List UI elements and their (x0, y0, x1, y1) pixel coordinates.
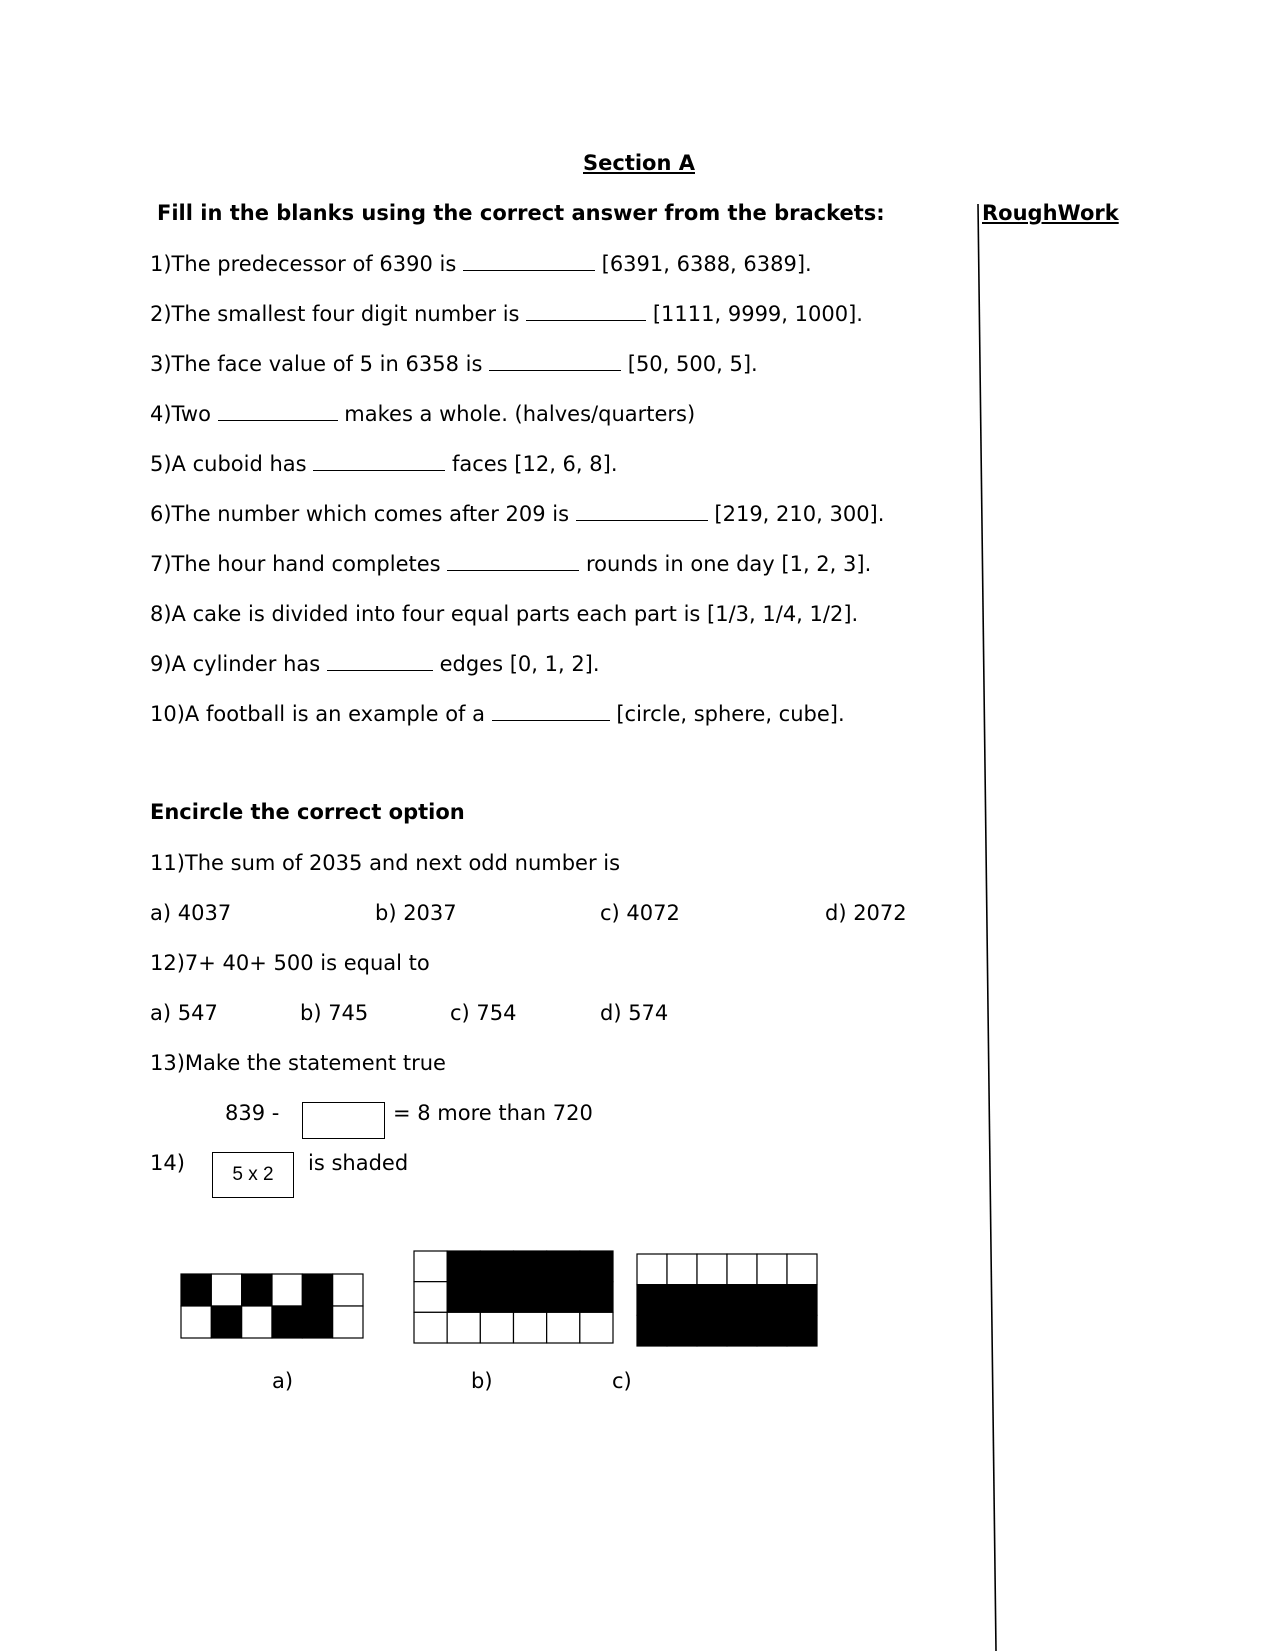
grid-cell-shaded (787, 1285, 817, 1316)
q14-suffix: is shaded (308, 1151, 409, 1175)
grid-cell-shaded (480, 1251, 513, 1282)
section-title: Section A (583, 151, 695, 175)
question-4: 4)Two makes a whole. (halves/quarters) (150, 402, 696, 426)
grid-cell (333, 1274, 363, 1306)
grid-cell-shaded (787, 1315, 817, 1346)
q13-right-expression: = 8 more than 720 (393, 1101, 593, 1125)
fill-blanks-heading: Fill in the blanks using the correct answer from the brackets: (157, 201, 885, 225)
answer-blank[interactable] (463, 252, 595, 271)
q13-left-expression: 839 - (225, 1101, 280, 1125)
question-11: 11)The sum of 2035 and next odd number is (150, 851, 621, 875)
grid-cell-shaded (757, 1285, 787, 1316)
grid-cell-shaded (181, 1274, 211, 1306)
grid-cell (414, 1282, 447, 1313)
grid-cell-shaded (637, 1315, 667, 1346)
grid-label-b: b) (471, 1369, 493, 1393)
grid-cell-shaded (514, 1282, 547, 1313)
question-2: 2)The smallest four digit number is [1111, 9999, 1000]. (150, 302, 863, 326)
question-5: 5)A cuboid has faces [12, 6, 8]. (150, 452, 618, 476)
grid-cell-shaded (514, 1251, 547, 1282)
grid-cell-shaded (727, 1315, 757, 1346)
grid-cell-shaded (242, 1274, 272, 1306)
answer-blank[interactable] (313, 452, 445, 471)
q13-answer-box[interactable] (302, 1102, 385, 1139)
grid-cell-shaded (211, 1306, 241, 1338)
question-13: 13)Make the statement true (150, 1051, 446, 1075)
question-7: 7)The hour hand completes rounds in one day [1, 2, 3]. (150, 552, 872, 576)
grid-cell-shaded (480, 1282, 513, 1313)
answer-blank[interactable] (447, 552, 579, 571)
option-11-a[interactable]: a) 4037 (150, 901, 232, 925)
grid-option-b[interactable] (413, 1250, 614, 1344)
grid-cell (414, 1251, 447, 1282)
grid-cell-shaded (447, 1282, 480, 1313)
grid-cell (787, 1254, 817, 1285)
grid-cell (580, 1312, 613, 1343)
grid-cell (757, 1254, 787, 1285)
question-14-number: 14) (150, 1151, 185, 1175)
question-8: 8)A cake is divided into four equal parts each part is [1/3, 1/4, 1/2]. (150, 602, 859, 626)
answer-blank[interactable] (492, 702, 610, 721)
grid-cell-shaded (447, 1251, 480, 1282)
grid-cell-shaded (667, 1315, 697, 1346)
grid-cell (272, 1274, 302, 1306)
grid-cell-shaded (697, 1285, 727, 1316)
grid-cell (697, 1254, 727, 1285)
option-12-a[interactable]: a) 547 (150, 1001, 218, 1025)
grid-cell-shaded (667, 1285, 697, 1316)
grid-cell-shaded (547, 1282, 580, 1313)
grid-cell (547, 1312, 580, 1343)
option-11-d[interactable]: d) 2072 (825, 901, 907, 925)
question-3: 3)The face value of 5 in 6358 is [50, 500, 5]. (150, 352, 758, 376)
grid-cell (242, 1306, 272, 1338)
question-6: 6)The number which comes after 209 is [219, 210, 300]. (150, 502, 885, 526)
grid-cell-shaded (302, 1306, 332, 1338)
answer-blank[interactable] (489, 352, 621, 371)
grid-cell (181, 1306, 211, 1338)
grid-label-c: c) (612, 1369, 632, 1393)
grid-label-a: a) (272, 1369, 294, 1393)
option-11-b[interactable]: b) 2037 (375, 901, 457, 925)
grid-cell-shaded (580, 1282, 613, 1313)
question-12: 12)7+ 40+ 500 is equal to (150, 951, 430, 975)
option-12-c[interactable]: c) 754 (450, 1001, 517, 1025)
grid-cell (211, 1274, 241, 1306)
grid-cell-shaded (757, 1315, 787, 1346)
grid-cell-shaded (580, 1251, 613, 1282)
grid-cell-shaded (697, 1315, 727, 1346)
question-10: 10)A football is an example of a [circle, sphere, cube]. (150, 702, 845, 726)
grid-cell-shaded (637, 1285, 667, 1316)
grid-cell-shaded (547, 1251, 580, 1282)
grid-cell (637, 1254, 667, 1285)
grid-option-a[interactable] (180, 1273, 364, 1339)
grid-cell (480, 1312, 513, 1343)
option-12-d[interactable]: d) 574 (600, 1001, 669, 1025)
question-9: 9)A cylinder has edges [0, 1, 2]. (150, 652, 600, 676)
grid-cell-shaded (272, 1306, 302, 1338)
answer-blank[interactable] (526, 302, 646, 321)
answer-blank[interactable] (327, 652, 433, 671)
encircle-heading: Encircle the correct option (150, 800, 465, 824)
answer-blank[interactable] (576, 502, 708, 521)
grid-cell (727, 1254, 757, 1285)
rough-work-label: RoughWork (982, 201, 1119, 225)
q14-fraction-box: 5 x 2 (212, 1152, 294, 1198)
answer-blank[interactable] (218, 402, 338, 421)
grid-cell (667, 1254, 697, 1285)
grid-option-c[interactable] (636, 1253, 818, 1347)
grid-cell (514, 1312, 547, 1343)
grid-cell (333, 1306, 363, 1338)
option-11-c[interactable]: c) 4072 (600, 901, 680, 925)
question-1: 1)The predecessor of 6390 is [6391, 6388, 6389]. (150, 252, 812, 276)
option-12-b[interactable]: b) 745 (300, 1001, 369, 1025)
grid-cell (414, 1312, 447, 1343)
grid-cell (447, 1312, 480, 1343)
grid-cell-shaded (727, 1285, 757, 1316)
grid-cell-shaded (302, 1274, 332, 1306)
